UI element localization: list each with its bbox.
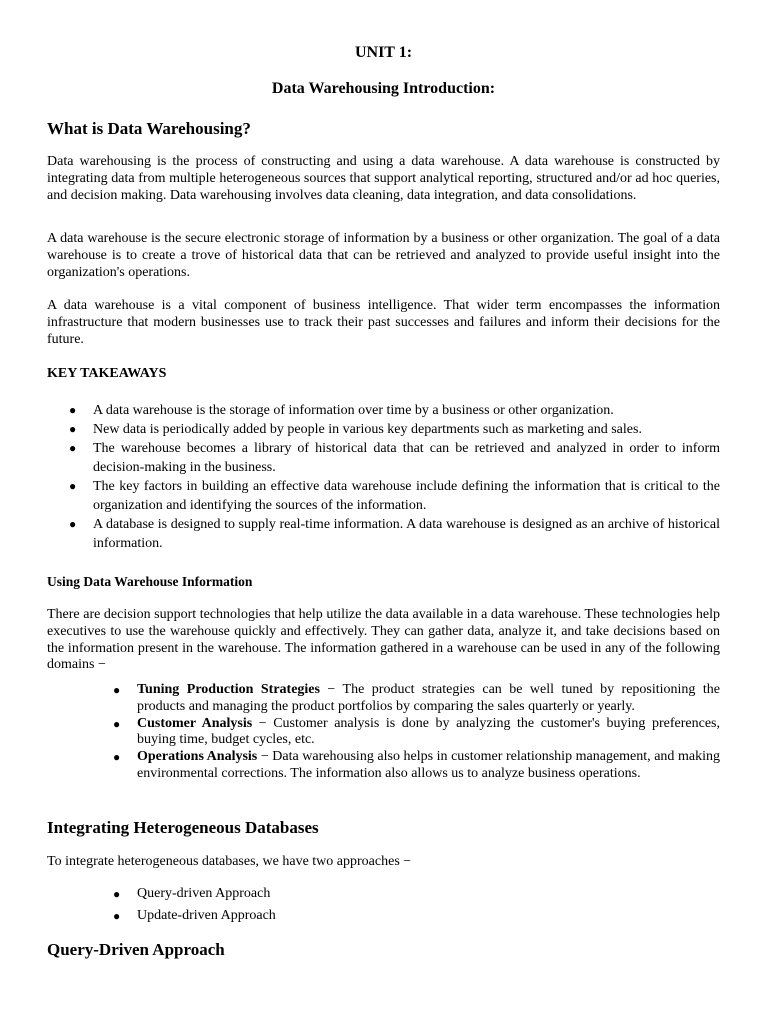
list-item: ● Operations Analysis − Data warehousing also helps in customer relationship management, and making environmental corrections. The information also allows us to analyze business operations. (113, 749, 720, 781)
paragraph-definition: Data warehousing is the process of constructing and using a data warehouse. A data warehouse is constructed by integrating data from multiple heterogeneous sources that support analytical reporting, structured and/or ad hoc queries, and decision making. Data warehousing involves data cleaning, data integration, and data consolidations. (47, 154, 720, 203)
bullet-icon: ● (113, 750, 121, 765)
list-item: ● New data is periodically added by people in various key departments such as marketing and sales. (69, 422, 642, 437)
bullet-icon: ● (113, 909, 121, 923)
bullet-icon: ● (69, 517, 77, 531)
list-item: ● The warehouse becomes a library of historical data that can be retrieved and analyzed in order to inform decision-making in the business. (69, 441, 720, 475)
paragraph-secure-storage: A data warehouse is the secure electronic storage of information by a business or other organization. The goal of a data warehouse is to create a trove of historical data that can be retrieved and analyzed to provide useful insight into the organization's operations. (47, 231, 720, 280)
section-heading-integrating: Integrating Heterogeneous Databases (47, 818, 319, 837)
bullet-icon: ● (113, 716, 121, 731)
key-takeaways-list (69, 401, 720, 553)
domains-list (113, 682, 720, 783)
paragraph-integrate-intro: To integrate heterogeneous databases, we have two approaches − (47, 854, 412, 869)
bullet-icon: ● (113, 887, 121, 901)
section-heading-query-driven: Query-Driven Approach (47, 940, 225, 959)
list-item: ● Customer Analysis − Customer analysis is done by analyzing the customer's buying preferences, buying time, budget cycles, etc. (113, 715, 720, 748)
bullet-icon: ● (69, 441, 77, 455)
domain-term: Customer Analysis (137, 715, 253, 731)
list-item: ● Query-driven Approach (137, 883, 637, 905)
bullet-icon: ● (69, 479, 77, 493)
list-item: ● Update-driven Approach (137, 905, 637, 927)
list-item: ● A database is designed to supply real-time information. A data warehouse is designed as an archive of historical information. (69, 517, 720, 551)
document-title: Data Warehousing Introduction: (271, 80, 496, 97)
list-item: ● Tuning Production Strategies − The product strategies can be well tuned by repositioning the products and managing the product portfolios by comparing the sales quarterly or yearly. (113, 682, 720, 714)
paragraph-decision-support: There are decision support technologies that help utilize the data available in a data warehouse. These technologies help executives to use the warehouse quickly and effectively. They can gather data, analyze it, and take decisions based on the information present in the warehouse. The information gathered in a warehouse can be used in any of the following domains − (47, 607, 720, 673)
list-item: ● A data warehouse is the storage of information over time by a business or other organization. (69, 403, 614, 418)
section-heading-what-is: What is Data Warehousing? (47, 119, 251, 138)
unit-label: UNIT 1: (354, 44, 413, 61)
list-item: ● The key factors in building an effective data warehouse include defining the information that is critical to the organization and identifying the sources of the information. (69, 479, 720, 513)
bullet-icon: ● (69, 403, 77, 417)
key-takeaways-heading: KEY TAKEAWAYS (47, 366, 167, 381)
domain-term: Operations Analysis (137, 749, 258, 765)
approaches-list (113, 883, 637, 927)
bullet-icon: ● (69, 422, 77, 436)
domain-term: Tuning Production Strategies (137, 682, 320, 697)
using-info-heading: Using Data Warehouse Information (47, 574, 253, 589)
bullet-icon: ● (113, 683, 121, 697)
paragraph-business-intelligence: A data warehouse is a vital component of business intelligence. That wider term encompasses the information infrastructure that modern businesses use to track their past successes and failures and inform their decisions for the future. (47, 298, 720, 347)
